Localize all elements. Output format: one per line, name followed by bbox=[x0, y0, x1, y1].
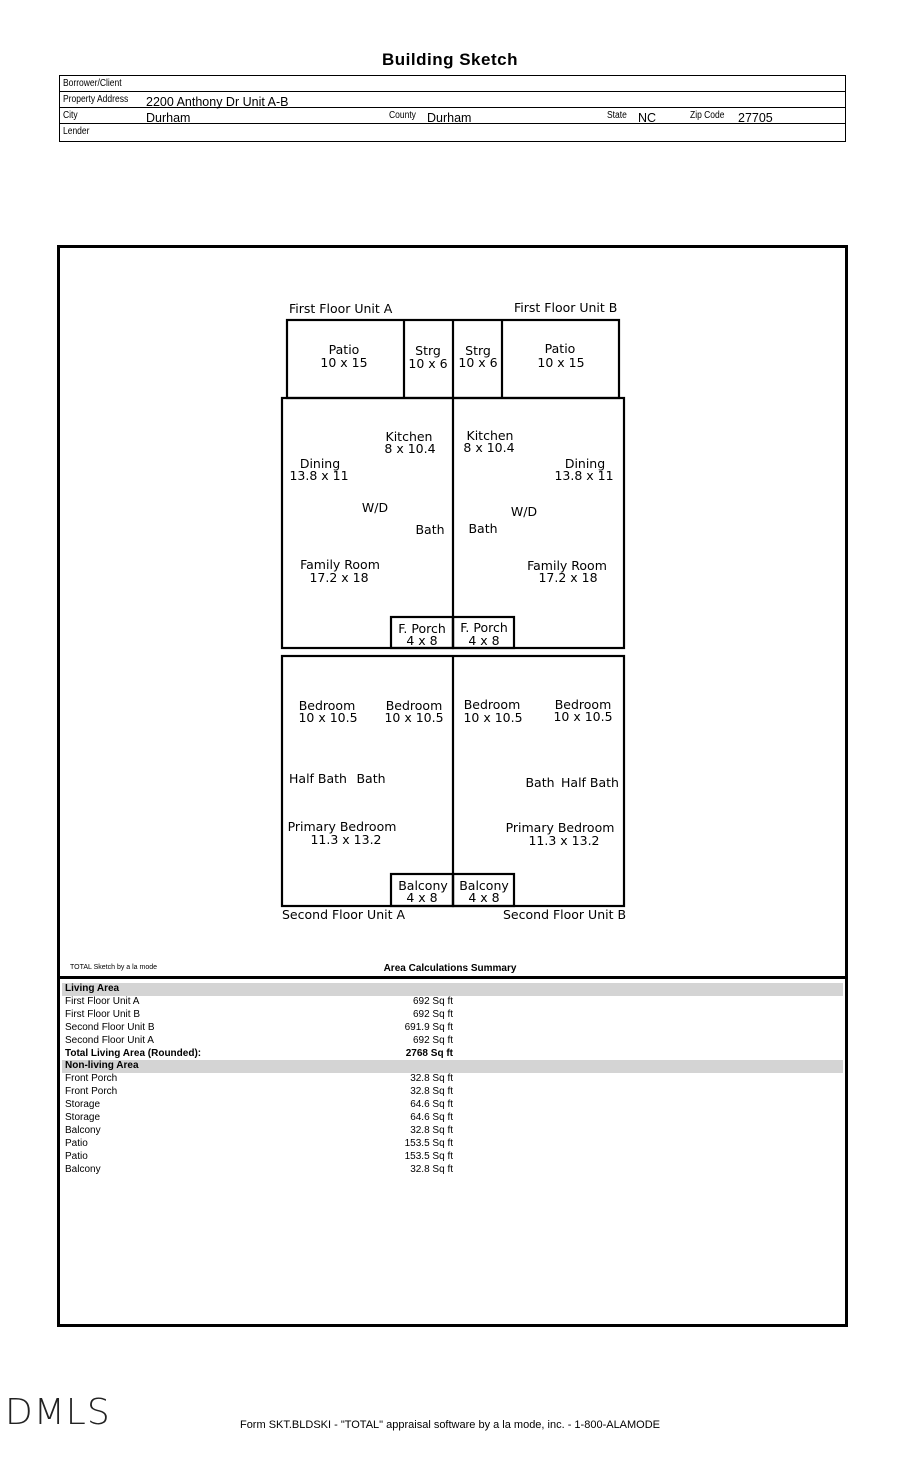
balcony-b-label: Balcony bbox=[459, 878, 509, 893]
dining-a-dim: 13.8 x 11 bbox=[289, 468, 349, 483]
balcony-a-dim: 4 x 8 bbox=[406, 890, 438, 905]
wd-a-label: W/D bbox=[361, 500, 389, 515]
porch-a-dim: 4 x 8 bbox=[406, 633, 438, 648]
row-area: 32.8 Sq ft bbox=[410, 1164, 453, 1175]
state-value: NC bbox=[638, 111, 657, 125]
strg-a-label: Strg bbox=[415, 343, 441, 358]
balcony-b-dim: 4 x 8 bbox=[468, 890, 500, 905]
row-area: 692 Sq ft bbox=[412, 996, 453, 1007]
city-value: Durham bbox=[146, 111, 191, 125]
row-name: Storage bbox=[65, 1099, 101, 1110]
row-area: 32.8 Sq ft bbox=[410, 1073, 453, 1084]
dining-a-label: Dining bbox=[299, 456, 341, 471]
row-name: First Floor Unit B bbox=[65, 1009, 141, 1020]
nonliving-area-header bbox=[62, 1060, 843, 1073]
row-area: 692 Sq ft bbox=[412, 1035, 453, 1046]
kitchen-a-dim: 8 x 10.4 bbox=[384, 441, 436, 456]
table-row bbox=[62, 1099, 843, 1112]
zip-label: Zip Code bbox=[690, 110, 725, 121]
patio-b-dim: 10 x 15 bbox=[537, 355, 585, 370]
bedroom1-a-dim: 10 x 10.5 bbox=[298, 710, 358, 725]
dining-b-dim: 13.8 x 11 bbox=[554, 468, 614, 483]
bath2-a-label: Bath bbox=[356, 771, 386, 786]
address-value: 2200 Anthony Dr Unit A-B bbox=[146, 95, 289, 109]
bedroom1-b-label: Bedroom bbox=[463, 697, 521, 712]
table-row bbox=[62, 1138, 843, 1151]
footer-form-note: Form SKT.BLDSKI - "TOTAL" appraisal software by a la mode, inc. - 1-800-ALAMODE bbox=[239, 1419, 661, 1431]
row-area: 692 Sq ft bbox=[412, 1009, 453, 1020]
lender-label: Lender bbox=[63, 126, 90, 137]
family-b-dim: 17.2 x 18 bbox=[538, 570, 598, 585]
bedroom1-a-label: Bedroom bbox=[298, 698, 356, 713]
software-note: TOTAL Sketch by a la mode bbox=[70, 964, 158, 971]
table-row bbox=[62, 1086, 843, 1099]
row-area: 153.5 Sq ft bbox=[404, 1138, 453, 1149]
address-label: Property Address bbox=[63, 94, 129, 105]
living-area-header bbox=[62, 983, 843, 996]
table-row bbox=[62, 1164, 843, 1177]
row-name: Front Porch bbox=[65, 1086, 118, 1097]
bedroom2-b-dim: 10 x 10.5 bbox=[553, 709, 613, 724]
table-row bbox=[62, 1112, 843, 1125]
second-floor-b-label: Second Floor Unit B bbox=[503, 907, 627, 922]
primary-bedroom-b-label: Primary Bedroom bbox=[505, 820, 615, 835]
kitchen-b-dim: 8 x 10.4 bbox=[463, 440, 515, 455]
living-area-header-label: Living Area bbox=[65, 983, 120, 994]
primary-bedroom-b-dim: 11.3 x 13.2 bbox=[528, 833, 600, 848]
borrower-label: Borrower/Client bbox=[63, 78, 122, 89]
total-living-label: Total Living Area (Rounded): bbox=[65, 1048, 202, 1059]
table-row bbox=[62, 1125, 843, 1138]
bedroom2-b-label: Bedroom bbox=[554, 697, 612, 712]
table-row bbox=[62, 1022, 843, 1035]
family-a-dim: 17.2 x 18 bbox=[309, 570, 369, 585]
row-name: Storage bbox=[65, 1112, 101, 1123]
row-name: Patio bbox=[65, 1151, 88, 1162]
table-row bbox=[62, 1151, 843, 1164]
primary-bedroom-a-label: Primary Bedroom bbox=[287, 819, 397, 834]
bath2-b-label: Bath bbox=[525, 775, 555, 790]
row-name: First Floor Unit A bbox=[65, 996, 140, 1007]
table-row bbox=[62, 1009, 843, 1022]
row-name: Second Floor Unit A bbox=[65, 1035, 154, 1046]
area-summary-title: Area Calculations Summary bbox=[383, 963, 517, 974]
bedroom1-b-dim: 10 x 10.5 bbox=[463, 710, 523, 725]
porch-b-dim: 4 x 8 bbox=[468, 633, 500, 648]
row-area: 32.8 Sq ft bbox=[410, 1125, 453, 1136]
city-label: City bbox=[63, 110, 78, 121]
county-label: County bbox=[389, 110, 416, 121]
kitchen-b-label: Kitchen bbox=[466, 428, 514, 443]
nonliving-area-header-label: Non-living Area bbox=[65, 1060, 139, 1071]
half-bath-b-label: Half Bath bbox=[561, 775, 619, 790]
county-value: Durham bbox=[427, 111, 472, 125]
family-a-label: Family Room bbox=[300, 557, 380, 572]
family-b-label: Family Room bbox=[527, 558, 607, 573]
porch-a-label: F. Porch bbox=[398, 621, 446, 636]
row-name: Patio bbox=[65, 1138, 88, 1149]
dining-b-label: Dining bbox=[564, 456, 606, 471]
bath-b-label: Bath bbox=[468, 521, 498, 536]
row-area: 153.5 Sq ft bbox=[404, 1151, 453, 1162]
first-floor-a-label: First Floor Unit A bbox=[289, 301, 393, 316]
zip-value: 27705 bbox=[738, 111, 773, 125]
table-row bbox=[62, 996, 843, 1009]
dmls-logo: DMLS bbox=[5, 1392, 111, 1433]
patio-a-dim: 10 x 15 bbox=[320, 355, 368, 370]
strg-a-dim: 10 x 6 bbox=[408, 356, 448, 371]
page-title: Building Sketch bbox=[382, 50, 518, 69]
row-area: 64.6 Sq ft bbox=[410, 1099, 453, 1110]
state-label: State bbox=[607, 110, 627, 121]
table-row bbox=[62, 1073, 843, 1086]
porch-b-label: F. Porch bbox=[460, 620, 508, 635]
strg-b-label: Strg bbox=[465, 343, 491, 358]
row-area: 64.6 Sq ft bbox=[410, 1112, 453, 1123]
strg-b-dim: 10 x 6 bbox=[458, 355, 498, 370]
table-row bbox=[62, 1035, 843, 1048]
bedroom2-a-dim: 10 x 10.5 bbox=[384, 710, 444, 725]
patio-b-label: Patio bbox=[544, 341, 576, 356]
bath-a-label: Bath bbox=[415, 522, 445, 537]
kitchen-a-label: Kitchen bbox=[385, 429, 433, 444]
row-name: Balcony bbox=[65, 1125, 101, 1136]
bedroom2-a-label: Bedroom bbox=[385, 698, 443, 713]
row-name: Balcony bbox=[65, 1164, 101, 1175]
row-name: Second Floor Unit B bbox=[65, 1022, 155, 1033]
row-area: 691.9 Sq ft bbox=[404, 1022, 453, 1033]
second-floor-a-label: Second Floor Unit A bbox=[282, 907, 406, 922]
patio-a-label: Patio bbox=[328, 342, 360, 357]
wd-b-label: W/D bbox=[510, 504, 538, 519]
row-area: 32.8 Sq ft bbox=[410, 1086, 453, 1097]
section-divider bbox=[57, 976, 848, 979]
first-floor-b-label: First Floor Unit B bbox=[514, 300, 618, 315]
balcony-a-label: Balcony bbox=[398, 878, 448, 893]
primary-bedroom-a-dim: 11.3 x 13.2 bbox=[310, 832, 382, 847]
half-bath-a-label: Half Bath bbox=[289, 771, 347, 786]
row-name: Front Porch bbox=[65, 1073, 118, 1084]
total-living-value: 2768 Sq ft bbox=[405, 1048, 453, 1059]
